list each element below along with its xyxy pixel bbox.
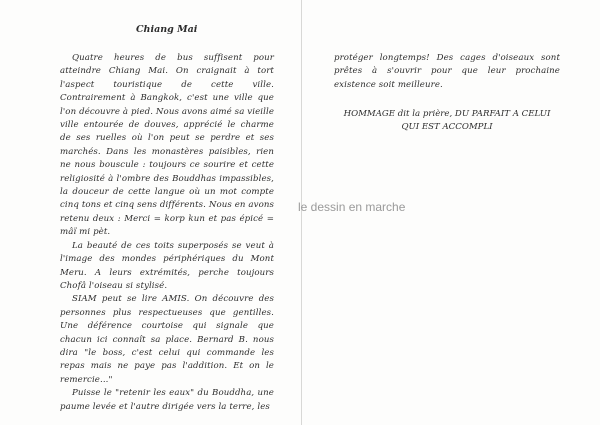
paragraph: La beauté de ces toits superposés se veut à l'image des mondes périphériques du Mont Meru. A leurs extrémités, perche toujours Chofâ l'oiseau si stylisé. [60,240,274,291]
homage-prayer [318,108,576,134]
homage-line: QUI EST ACCOMPLI [401,122,493,132]
watermark: le dessin en marche [298,200,406,214]
homage-line: HOMMAGE dit la prière, DU PARFAIT A CELUI [343,109,551,119]
paragraph: Quatre heures de bus suffisent pour atteindre Chiang Mai. On craignait à tort l'aspect touristique de cette ville. Contrairement à Bangkok, c'est une ville que l'on découvre à pied. Nous avons aimé sa vieille ville entourée de douves, apprécié le charme de ses ruelles où l'on peut se perdre et ses marchés. Dans les monastères paisibles, rien ne nous bouscule : toujours ce sourire et cette religiosité à l'ombre des Bouddhas impassibles, la douceur de cette langue où un mot compte cinq tons et cinq sens différents. Nous en avons retenu deux : Merci = korp kun et pas épicé = mâï mi pèt. [60,53,274,238]
paragraph: SIAM peut se lire AMIS. On découvre des personnes plus respectueuses que gentilles. Une déférence courtoise qui signale que chacun ici connaît sa place. Bernard B. nous dira "le boss, c'est celui qui commande les repas mais ne paye pas l'addition. Et on le remercie..." [60,294,274,385]
paragraph: protéger longtemps! Des cages d'oiseaux sont prêtes à s'ouvrir pour que leur prochaine existence soit meilleure. [334,53,560,90]
paragraph: Puisse le "retenir les eaux" du Bouddha, une paume levée et l'autre dirigée vers la terre, les [60,388,274,412]
left-page-body [60,52,274,414]
page-title: Chiang Mai [136,24,198,35]
right-page-body [334,52,560,92]
